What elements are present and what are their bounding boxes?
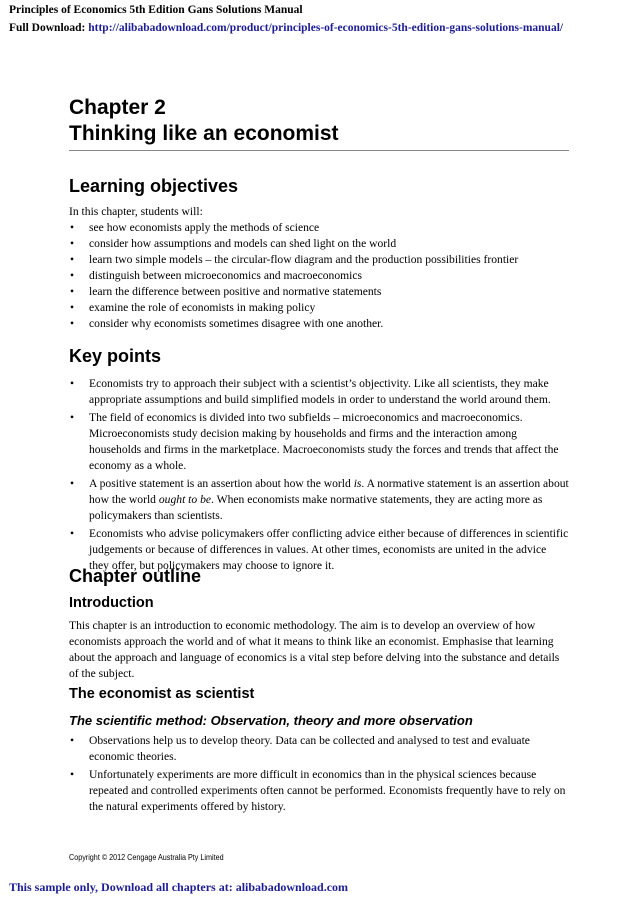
chapter-divider xyxy=(69,150,569,151)
scientific-method-list xyxy=(69,733,569,817)
list-item: • see how economists apply the methods of science xyxy=(69,220,569,236)
document-source-title: Principles of Economics 5th Edition Gans Solutions Manual xyxy=(9,4,303,16)
key-point-text: . When economists make normative statements, they are acting more as policymakers than scientists. xyxy=(89,493,543,522)
key-points-list xyxy=(69,376,569,576)
full-download-label: Full Download: xyxy=(9,22,86,34)
full-download-line xyxy=(9,22,563,34)
key-point-emphasis: is xyxy=(353,477,362,490)
key-point-text: . A normative statement is an assertion about how the world xyxy=(89,477,569,506)
list-item: • Economists try to approach their subject with a scientist’s objectivity. Like all scientists, they make appropriate assumptions and build simplified models in order to understand the world around them. xyxy=(69,376,569,408)
list-item: • consider why economists sometimes disagree with one another. xyxy=(69,316,569,332)
list-item: • distinguish between microeconomics and macroeconomics xyxy=(69,268,569,284)
sample-download-notice[interactable]: This sample only, Download all chapters at: alibabadownload.com xyxy=(9,880,349,894)
introduction-heading: Introduction xyxy=(69,595,154,611)
list-item: • The field of economics is divided into two subfields – microeconomics and macroeconomics. Microeconomists study decision making by households and firms and the interaction among households and firms in the marketplace. Macroeconomists study the forces and trends that affect the economy as a whole. xyxy=(69,410,569,474)
introduction-text: This chapter is an introduction to economic methodology. The aim is to develop an overview of how economists approach the world and of what it means to think like an economist. Emphasise that learning about the approach and language of economics is a vital step before delving into the substance and details of the subject. xyxy=(69,619,560,680)
learning-objectives-intro: In this chapter, students will: xyxy=(69,205,203,218)
list-item: • Economists who advise policymakers offer conflicting advice either because of differences in scientific judgements or because of differences in values. At other times, economists are united in the advice they offer, but policymakers may choose to ignore it. xyxy=(69,526,569,574)
learning-objectives-heading: Learning objectives xyxy=(69,176,239,196)
chapter-heading xyxy=(69,95,339,147)
chapter-number: Chapter 2 xyxy=(69,96,166,119)
list-item: • examine the role of economists in making policy xyxy=(69,300,569,316)
list-item: • Unfortunately experiments are more difficult in economics than in the physical sciences because repeated and controlled experiments often cannot be performed. Economists frequently have to rely on the natural experiments offered by history. xyxy=(69,767,569,815)
chapter-outline-heading: Chapter outline xyxy=(69,566,202,586)
list-item: • learn two simple models – the circular-flow diagram and the production possibilities frontier xyxy=(69,252,569,268)
key-point-emphasis: ought to be xyxy=(158,493,212,506)
scientific-method-subheading: The scientific method: Observation, theory and more observation xyxy=(69,713,473,728)
list-item: • learn the difference between positive and normative statements xyxy=(69,284,569,300)
economist-as-scientist-heading: The economist as scientist xyxy=(69,686,255,702)
key-point-text: A positive statement is an assertion about how the world xyxy=(89,477,354,490)
copyright-footer: Copyright © 2012 Cengage Australia Pty Limited xyxy=(69,853,224,862)
full-download-link[interactable]: http://alibabadownload.com/product/principles-of-economics-5th-edition-gans-solutions-manual/ xyxy=(88,22,564,34)
list-item: • consider how assumptions and models can shed light on the world xyxy=(69,236,569,252)
learning-objectives-list xyxy=(69,220,569,332)
chapter-title: Thinking like an economist xyxy=(69,122,339,145)
list-item xyxy=(69,476,569,524)
key-points-heading: Key points xyxy=(69,346,162,366)
list-item: • Observations help us to develop theory. Data can be collected and analysed to test and evaluate economic theories. xyxy=(69,733,569,765)
